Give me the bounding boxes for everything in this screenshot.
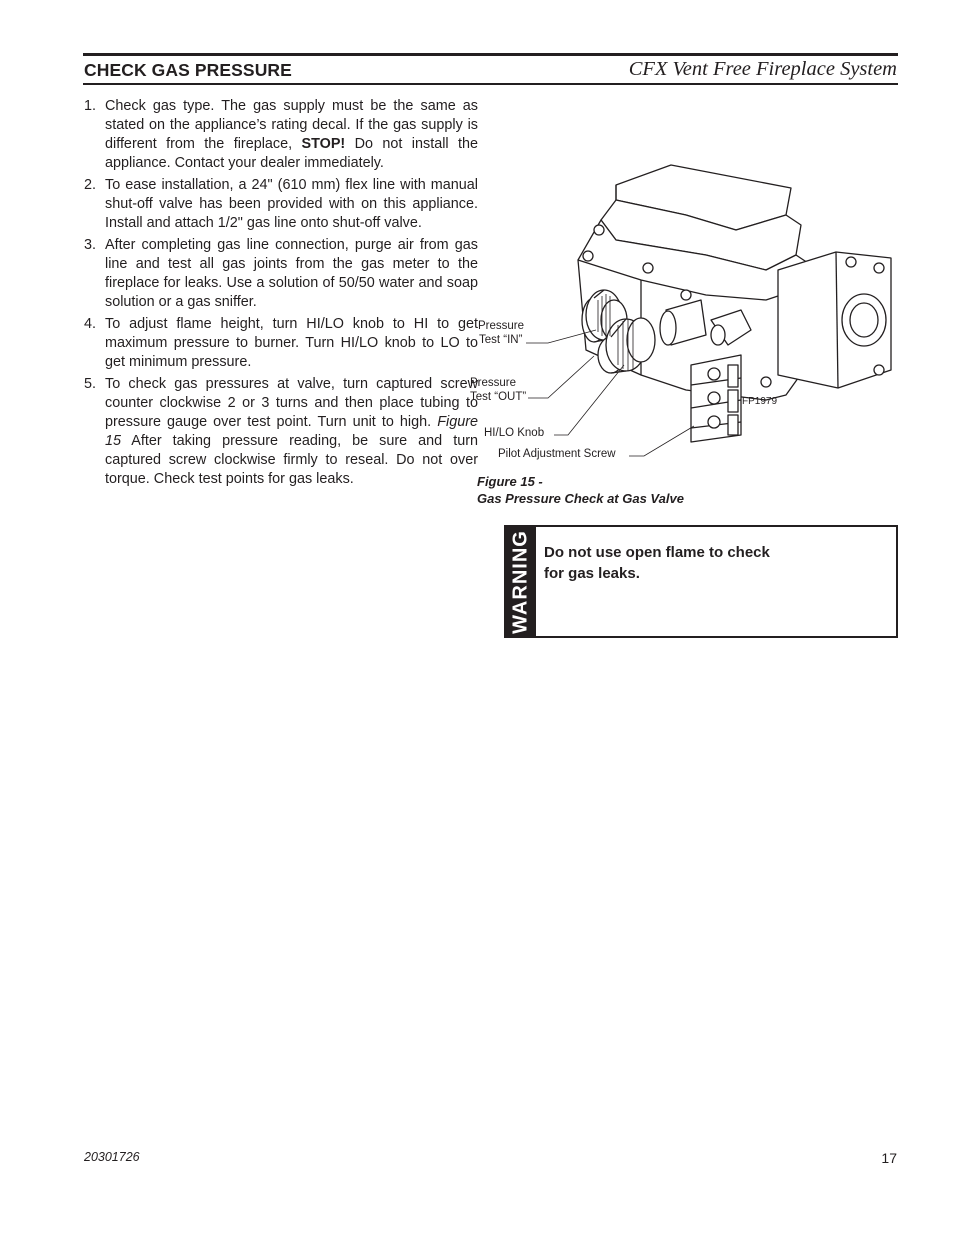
step-text: After completing gas line connection, purge air from gas line and test all gas joints from the gas meter to the fireplace for leaks. Use a solution of 50/50 water and soap solution or a gas sniffer. xyxy=(105,237,478,310)
warning-heading: WARNING xyxy=(509,530,532,634)
header-rule-top xyxy=(83,53,898,56)
step-number: 1. xyxy=(84,98,97,114)
step-number: 2. xyxy=(84,177,97,193)
label-pressure-test-out: Pressure Test “OUT” xyxy=(470,377,527,403)
label-pilot-adjustment-screw: Pilot Adjustment Screw xyxy=(498,448,616,460)
figure-reference: Figure 15 xyxy=(105,414,478,449)
warning-box xyxy=(504,525,898,638)
page-number: 17 xyxy=(881,1150,897,1166)
step-number: 3. xyxy=(84,237,97,253)
instruction-steps xyxy=(84,97,478,492)
warning-text: Do not use open flame to check for gas leaks. xyxy=(544,544,770,582)
label-pressure-test-in: Pressure Test “IN” xyxy=(478,320,525,346)
document-title: CFX Vent Free Fireplace System xyxy=(628,58,897,80)
stop-emphasis: STOP! xyxy=(301,136,346,152)
figure-caption: Figure 15 - Gas Pressure Check at Gas Valve xyxy=(477,474,684,506)
step-5 xyxy=(84,375,478,489)
step-text: To ease installation, a 24" (610 mm) flex line with manual shut-off valve has been provided with on this appliance. Install and attach 1/2" gas line onto shut-off valve. xyxy=(105,177,478,231)
header-rule-bottom xyxy=(83,83,898,85)
warning-bar xyxy=(506,527,536,636)
figure-code: FP1979 xyxy=(742,396,778,407)
gas-valve-figure xyxy=(466,160,896,470)
step-2 xyxy=(84,176,478,233)
document-number: 20301726 xyxy=(84,1150,140,1164)
step-number: 4. xyxy=(84,316,97,332)
gas-valve-illustration xyxy=(466,160,896,470)
step-text: To check gas pressures at valve, turn captured screw counter clockwise 2 or 3 turns and then place tubing to pressure gauge over test point. Turn unit to high. Figure 15 After taking pressure reading, be sure and turn captured screw clockwise firmly to reseal. Do not over torque. Check test points for gas leaks. xyxy=(105,376,478,487)
step-3 xyxy=(84,236,478,312)
label-hilo-knob: HI/LO Knob xyxy=(484,427,545,439)
step-4 xyxy=(84,315,478,372)
step-1 xyxy=(84,97,478,173)
step-text: To adjust flame height, turn HI/LO knob to HI to get maximum pressure to burner. Turn HI/LO knob to LO to get minimum pressure. xyxy=(105,316,478,370)
section-title: CHECK GAS PRESSURE xyxy=(84,60,292,80)
step-text: Check gas type. The gas supply must be the same as stated on the appliance’s rating decal. If the gas supply is different from the fireplace, STOP! Do not install the appliance. Contact your dealer immediately. xyxy=(105,98,478,171)
step-number: 5. xyxy=(84,376,97,392)
